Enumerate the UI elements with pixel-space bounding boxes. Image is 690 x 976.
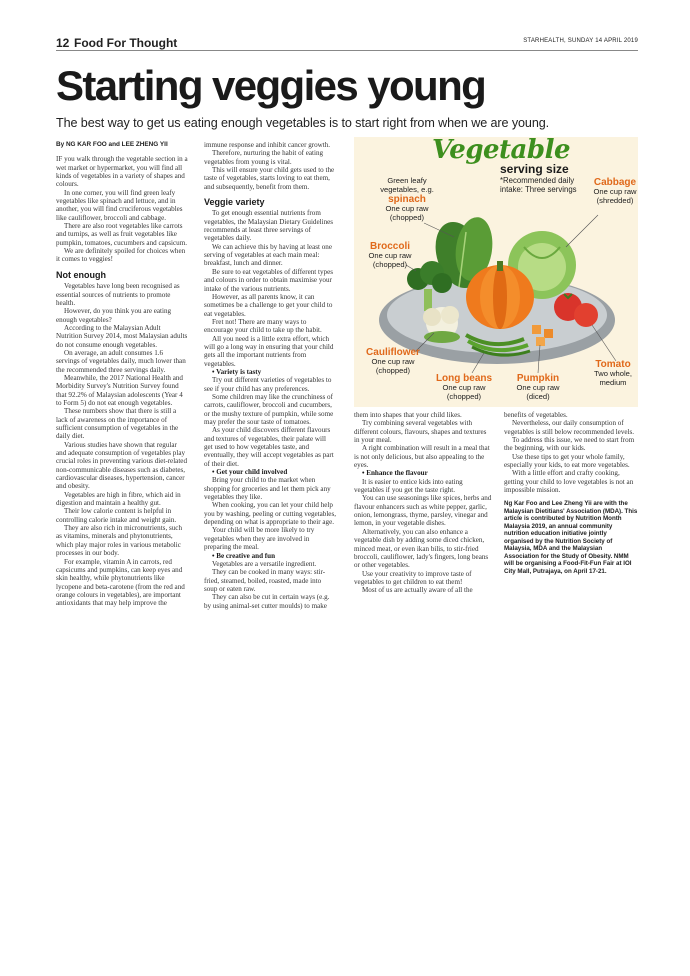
- paragraph: They can be cooked in many ways: stir-fried, steamed, boiled, roasted, made into soup or eaten raw.: [204, 568, 326, 593]
- header-divider: [56, 50, 638, 51]
- label-broccoli: Broccoli One cup raw (chopped): [368, 241, 412, 269]
- paragraph: Therefore, nurturing the habit of eating vegetables from young is vital.: [204, 149, 324, 166]
- paragraph: When cooking, you can let your child help you by washing, peeling or cutting vegetables, depending on what is appropriate to their age.: [204, 501, 336, 527]
- paragraph: Try out different varieties of vegetables to see if your child has any preferences.: [204, 376, 332, 393]
- paragraph: There are also root vegetables like carrots and turnips, as well as fruit vegetables like pumpkin, tomatoes, cucumbers and capsicum.: [56, 222, 188, 247]
- paragraph: These numbers show that there is still a lack of awareness on the importance of sufficient consumption of vegetables in the daily diet.: [56, 407, 179, 441]
- article-column-4: [504, 411, 638, 575]
- paragraph: Vegetables are high in fibre, which aid in digestion and maintain a healthy gut.: [56, 490, 181, 508]
- paragraph: All you need is a little extra effort, which will go a long way in ensuring that your child gets all the important nutrients from vegetables.: [204, 334, 334, 368]
- standfirst: The best way to get us eating enough vegetables is to start right from when we are young.: [56, 116, 550, 130]
- bullet-heading: • Enhance the flavour: [362, 469, 428, 478]
- paragraph: Meanwhile, the 2017 National Health and Morbidity Survey's Nutrition Survey found that 92.2% of Malaysian adolescents (Year 4 to Form 5) do not eat enough vegetables.: [56, 373, 183, 407]
- paragraph: They can also be cut in certain ways (e.g. by using animal-set cutter moulds) to make: [204, 593, 330, 610]
- paragraph: They are also rich in micronutrients, such as vitamins, minerals and phytonutrients, which play major roles in various metabolic processes in our body.: [56, 524, 182, 558]
- graphic-title: Vegetable: [432, 137, 571, 165]
- label-cauliflower: Cauliflower One cup raw (chopped): [366, 347, 420, 375]
- paragraph: For example, vitamin A in carrots, red capsicums and pumpkins, can keep eyes and skin healthy, while phytonutrients like lycopene and beta-carotene (from the red and orange colours in vegetables), are important antioxidants that may help improve the: [56, 557, 185, 608]
- paragraph: This will ensure your child gets used to the taste of vegetables, starts loving to eat them, and subsequently, benefit from them.: [204, 166, 335, 191]
- graphic-subtitle: serving size: [500, 162, 569, 176]
- paragraph: IF you walk through the vegetable section in a wet market or hypermarket, you will find all kinds of vegetables in a variety of shapes and colours.: [56, 155, 188, 189]
- section-title: Food For Thought: [74, 36, 178, 50]
- bullet-heading: • Get your child involved: [212, 468, 288, 477]
- paragraph: Your child will be more likely to try vegetables when they are involved in preparing the meal.: [204, 526, 315, 552]
- subheading: Not enough: [56, 269, 106, 280]
- paragraph: We can achieve this by having at least one serving of vegetables at each main meal: breakfast, lunch and dinner.: [204, 242, 332, 268]
- paragraph: It is easier to entice kids into eating vegetables if you get the taste right.: [354, 477, 463, 495]
- paragraph: On average, an adult consumes 1.6 servings of vegetables daily, much lower than the recommended three servings daily.: [56, 348, 186, 374]
- paragraph: benefits of vegetables.: [504, 411, 568, 419]
- paragraph: Some children may like the crunchiness of carrots, cauliflower, broccoli and cucumbers, or the mushy texture of pumpkin, while some may prefer the sour taste of tomatoes.: [204, 392, 334, 426]
- paragraph: them into shapes that your child likes.: [354, 411, 462, 419]
- paragraph: Use your creativity to improve taste of vegetables to get children to eat them!: [354, 569, 472, 586]
- paragraph: Be sure to eat vegetables of different types and colours in order to obtain maximise your intake of the various nutrients.: [204, 267, 334, 293]
- paragraph: However, do you think you are eating enough vegetables?: [56, 307, 172, 324]
- paragraph: Use these tips to get your whole family, especially your kids, to eat more vegetables.: [504, 452, 630, 470]
- paragraph: Most of us are actually aware of all the: [362, 586, 473, 595]
- article-column-2: [204, 141, 336, 610]
- recommended-intake: *Recommended daily intake: Three servings: [500, 176, 577, 194]
- label-cabbage: Cabbage One cup raw (shredded): [593, 177, 637, 205]
- paragraph: Nevertheless, our daily consumption of vegetables is still below recommended levels.: [504, 419, 635, 436]
- headline: Starting veggies young: [56, 62, 486, 109]
- label-spinach: Green leafy vegetables, e.g. spinach One cup raw (chopped): [380, 176, 434, 222]
- paragraph: Bring your child to the market when shopping for groceries and let them pick any vegetables they like.: [204, 476, 331, 502]
- paragraph: According to the Malaysian Adult Nutrition Survey 2014, most Malaysian adults do not consume enough vegetables.: [56, 323, 188, 349]
- paragraph: Alternatively, you can also enhance a vegetable dish by adding some diced chicken, minced meat, or even ikan bilis, to stir-fried broccoli, cauliflower, lady's fingers, long beans or other vegetables.: [354, 527, 489, 570]
- publication-date: STARHEALTH, SUNDAY 14 APRIL 2019: [523, 38, 638, 44]
- article-column-3: [354, 411, 492, 595]
- paragraph: Various studies have shown that regular and adequate consumption of vegetables play crucial roles in preventing various diet-related non-communicable diseases such as diabetes, cardiovascular diseases, hypertension, cancer and obesity.: [56, 440, 187, 491]
- paragraph: To get enough essential nutrients from vegetables, the Malaysian Dietary Guidelines recommends at least three servings of vegetables daily.: [204, 209, 334, 243]
- paragraph: We are definitely spoiled for choices when it comes to veggies!: [56, 247, 186, 264]
- paragraph: Vegetables are a versatile ingredient.: [212, 559, 317, 568]
- author-bio: Ng Kar Foo and Lee Zheng Yii are with the Malaysian Dietitians' Association (MDA). This article is contributed by Nutrition Month Malaysia 2019, an annual community nutrition education initiative jointly organised by the Nutrition Society of Malaysia, MDA and the Malaysian Association for the Study of Obesity. NMM will be organising a Food-Fit-Fun Fair at IOI City Mall, Putrajaya, on April 17-21.: [504, 500, 638, 575]
- byline: By NG KAR FOO and LEE ZHENG YII: [56, 141, 168, 148]
- paragraph: In one corner, you will find green leafy vegetables like spinach and lettuce, and in another, you will find cruciferous vegetables like cauliflower, broccoli and cabbage.: [56, 188, 183, 222]
- paragraph: Their low calorie content is helpful in controlling calorie intake and weight gain.: [56, 507, 177, 524]
- paragraph: Vegetables have long been recognised as essential sources of nutrients to promote health.: [56, 282, 180, 307]
- paragraph: You can use seasonings like spices, herbs and flavour enhancers such as white pepper, garlic, onion, lemongrass, thyme, parsley, vinegar and lemon, in your vegetable dishes.: [354, 494, 492, 528]
- label-pumpkin: Pumpkin One cup raw (diced): [516, 373, 560, 401]
- bullet-heading: • Variety is tasty: [212, 367, 262, 376]
- cauliflower-icon: [423, 306, 460, 343]
- paragraph: immune response and inhibit cancer growth.: [204, 141, 331, 149]
- article-column-1: [56, 141, 188, 608]
- subheading: Veggie variety: [204, 197, 265, 208]
- bullet-heading: • Be creative and fun: [212, 551, 276, 560]
- vegetable-serving-size-graphic: [354, 137, 638, 407]
- paragraph: To address this issue, we need to start from the beginning, with our kids.: [504, 436, 635, 453]
- paragraph: Try combining several vegetables with different colours, flavours, shapes and textures in your meal.: [354, 419, 487, 445]
- page-header: [56, 36, 638, 50]
- label-long-beans: Long beans One cup raw (chopped): [435, 373, 493, 401]
- paragraph: However, as all parents know, it can sometimes be a challenge to get your child to eat vegetables.: [204, 292, 333, 318]
- label-tomato: Tomato Two whole, medium: [594, 359, 632, 387]
- paragraph: With a little effort and crafty cooking, getting your child to love vegetables is not an impossible mission.: [504, 469, 634, 495]
- paragraph: Fret not! There are many ways to encourage your child to take up the habit.: [204, 317, 322, 335]
- paragraph: A right combination will result in a meal that is not only delicious, but also appealing to the eyes.: [354, 444, 490, 470]
- page-number: 12: [56, 36, 70, 50]
- paragraph: As your child discovers different flavours and textures of vegetables, their palate will get used to how vegetables taste, and eventually, they will accept vegetables as part of their diet.: [204, 426, 334, 468]
